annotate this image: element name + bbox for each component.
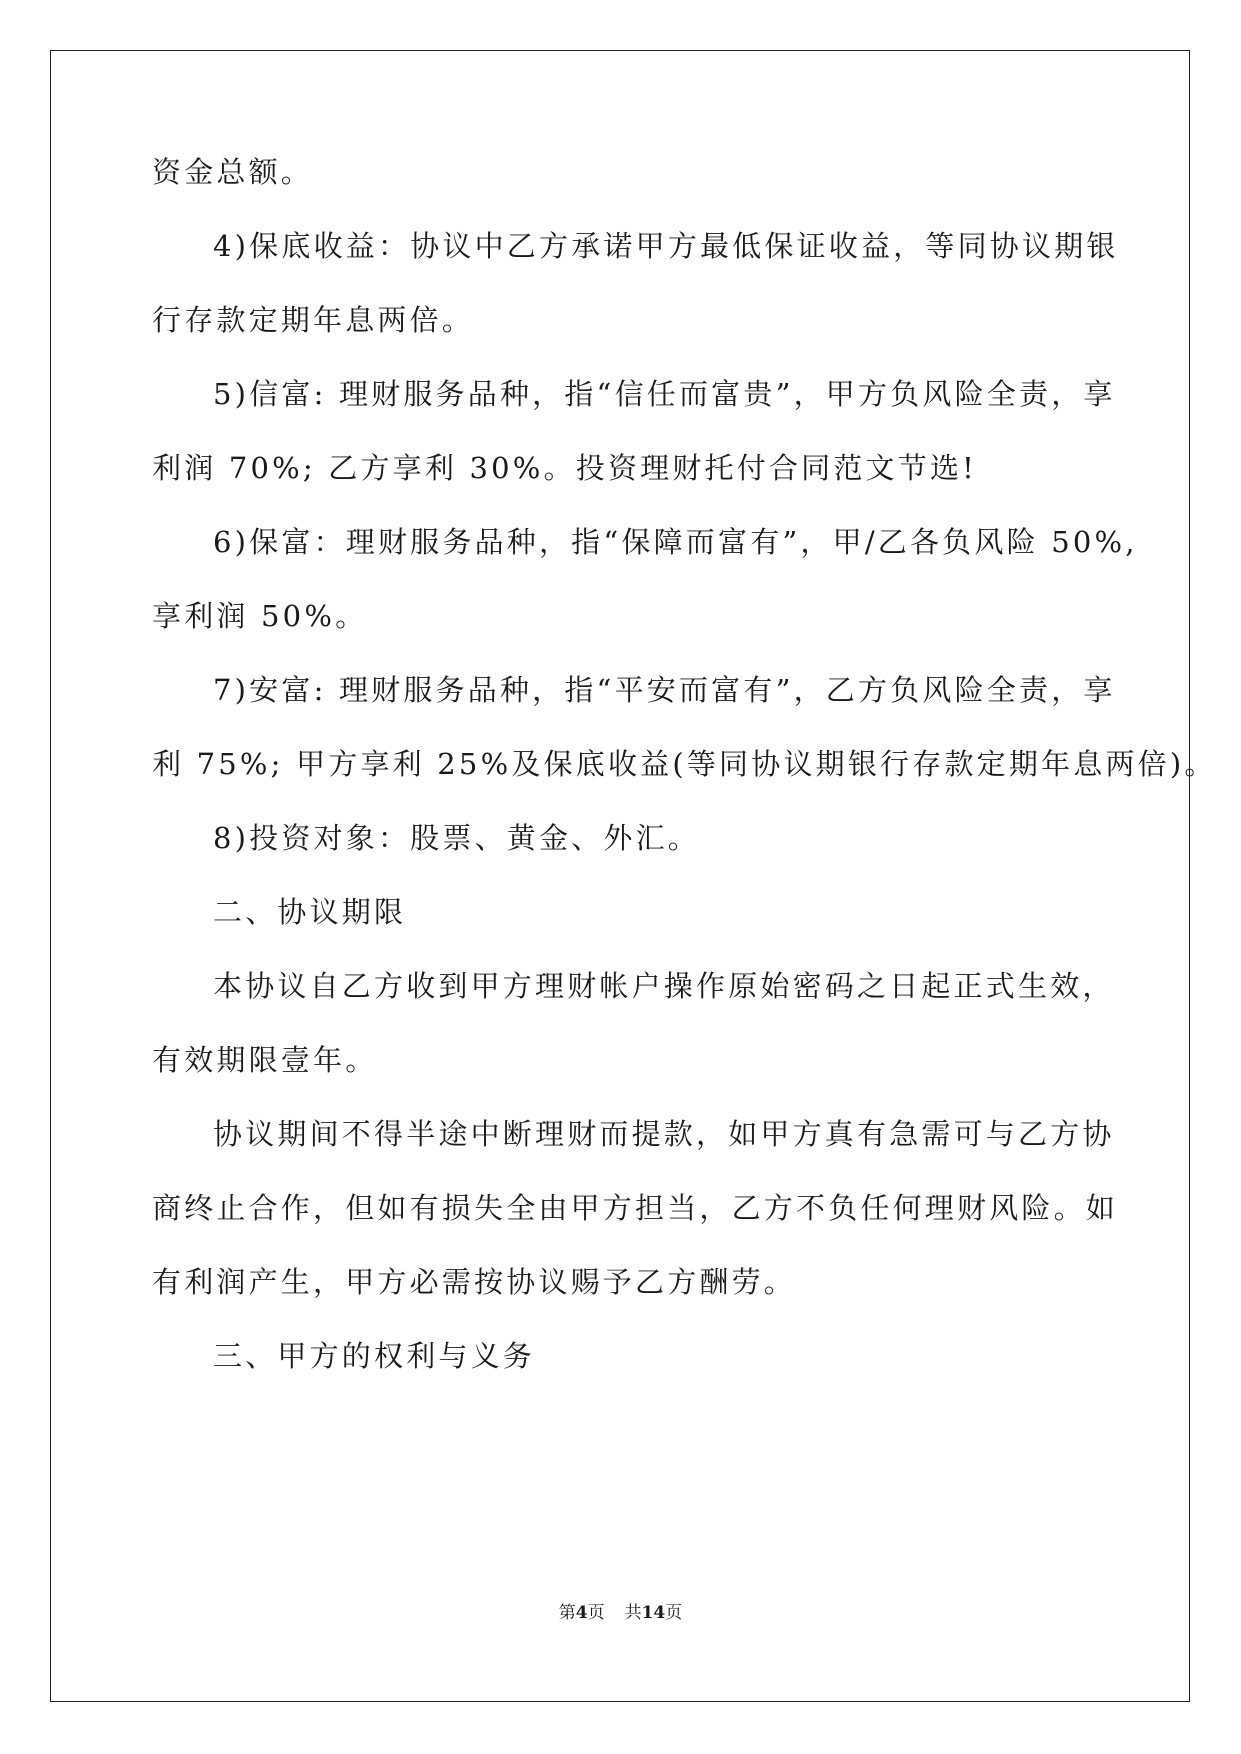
- page-border: [50, 50, 1190, 1702]
- text-line: 享利润 50%。: [152, 599, 368, 633]
- footer-prefix: 第: [558, 1603, 576, 1623]
- text-line: 商终止合作，但如有损失全由甲方担当，乙方不负任何理财风险。如: [152, 1191, 1119, 1225]
- footer-page-suffix: 页: [587, 1603, 605, 1623]
- text-line: 有利润产生，甲方必需按协议赐予乙方酬劳。: [152, 1265, 797, 1299]
- footer-total-suffix: 页: [665, 1603, 683, 1623]
- page-footer: [0, 1601, 1241, 1625]
- text-line: 行存款定期年息两倍。: [152, 303, 475, 337]
- footer-total-prefix: 共: [624, 1603, 642, 1623]
- total-page-count: 14: [641, 1603, 666, 1623]
- text-line: 协议期间不得半途中断理财而提款，如甲方真有急需可与乙方协: [213, 1117, 1115, 1151]
- text-line: 有效期限壹年。: [152, 1043, 378, 1077]
- section-heading: 二、协议期限: [213, 895, 407, 929]
- text-line: 8)投资对象：股票、黄金、外汇。: [213, 821, 700, 855]
- text-line: 利 75%; 甲方享利 25%及保底收益(等同协议期银行存款定期年息两倍)。: [152, 747, 1217, 781]
- text-line: 利润 70%; 乙方享利 30%。投资理财托付合同范文节选!: [152, 451, 977, 485]
- text-line: 7)安富: 理财服务品种，指“平安而富有”，乙方负风险全责，享: [213, 673, 1116, 707]
- text-line: 4)保底收益：协议中乙方承诺甲方最低保证收益，等同协议期银: [213, 229, 1119, 263]
- current-page-number: 4: [575, 1603, 588, 1623]
- text-line: 本协议自乙方收到甲方理财帐户操作原始密码之日起正式生效，: [213, 969, 1115, 1003]
- text-line: 资金总额。: [152, 155, 314, 189]
- text-line: 5)信富: 理财服务品种，指“信任而富贵”，甲方负风险全责，享: [213, 377, 1116, 411]
- text-line: 6)保富：理财服务品种，指“保障而富有”，甲/乙各负风险 50%,: [213, 525, 1138, 559]
- section-heading: 三、甲方的权利与义务: [213, 1339, 536, 1373]
